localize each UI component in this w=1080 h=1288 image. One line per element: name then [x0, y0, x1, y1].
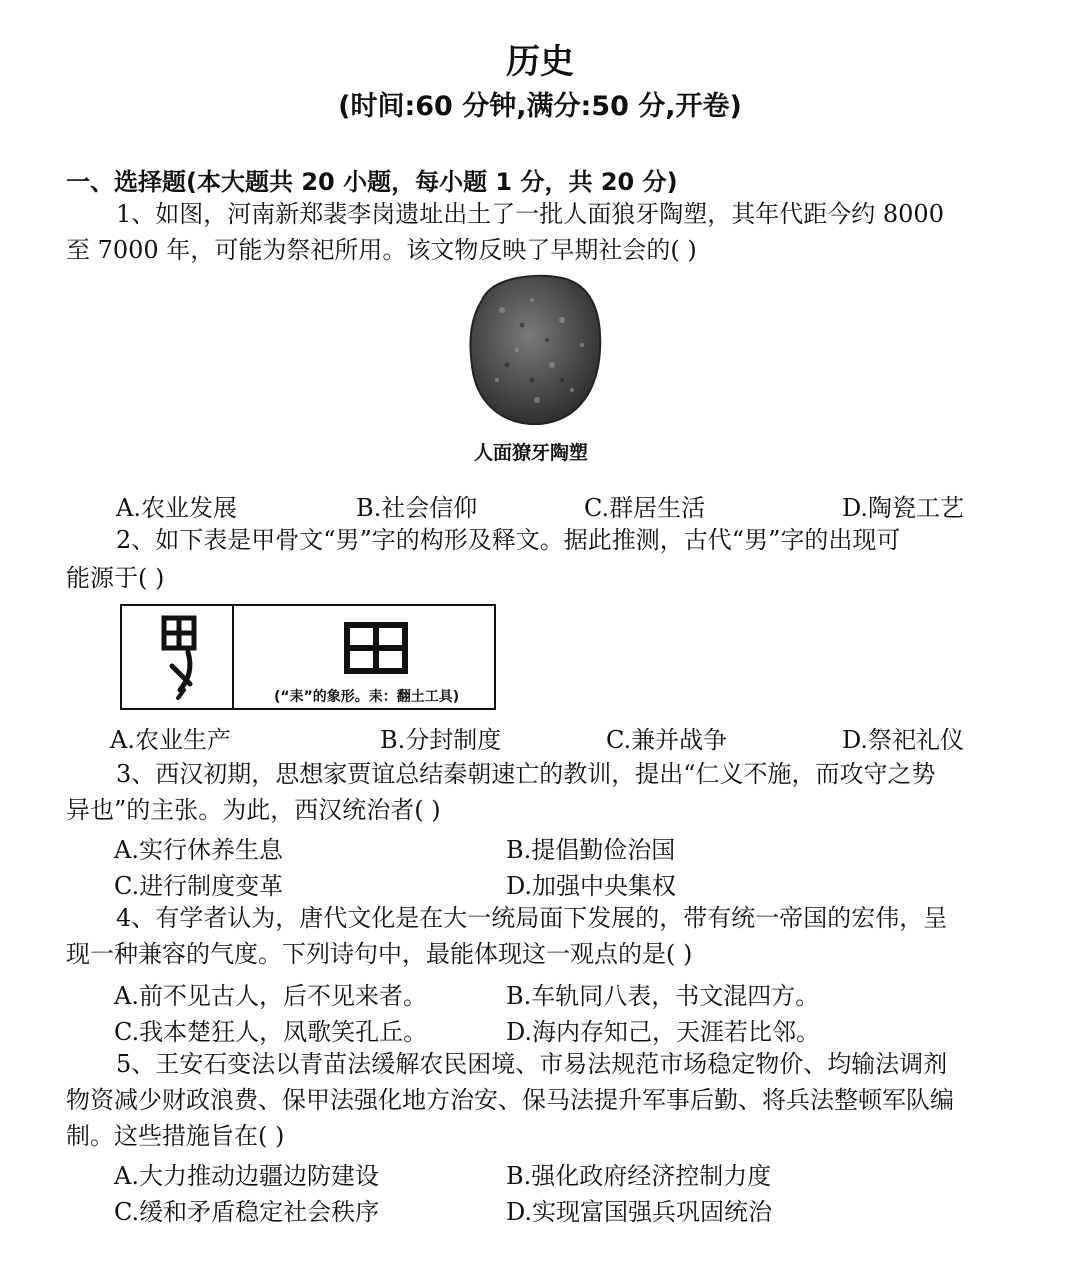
question-5-line-1: 5、王安石变法以青苗法缓解农民困境、市易法规范市场稳定物价、均输法调剂 — [116, 1050, 948, 1078]
q3-option-a: A.实行休养生息 — [114, 836, 283, 864]
q5-option-c: C.缓和矛盾稳定社会秩序 — [114, 1198, 380, 1226]
table-note: (“耒”的象形。耒：翻土工具) — [274, 689, 460, 705]
q1-option-a: A.农业发展 — [116, 494, 237, 522]
q1-option-c: C.群居生活 — [584, 494, 706, 522]
q1-option-d: D.陶瓷工艺 — [842, 494, 965, 522]
field-glyph — [342, 620, 412, 678]
question-3-line-1: 3、西汉初期，思想家贾谊总结秦朝速亡的教训，提出“仁义不施，而攻守之势 — [116, 760, 936, 788]
q3-option-b: B.提倡勤俭治国 — [506, 836, 676, 864]
q1-option-b: B.社会信仰 — [356, 494, 478, 522]
q4-option-b: B.车轨同八表，书文混四方。 — [506, 982, 820, 1010]
exam-info: (时间:60 分钟,满分:50 分,开卷) — [338, 91, 742, 122]
q5-option-a: A.大力推动边疆边防建设 — [114, 1162, 379, 1190]
figure-caption: 人面獠牙陶塑 — [474, 442, 589, 464]
q2-option-c: C.兼并战争 — [606, 726, 728, 754]
q2-option-a: A.农业生产 — [110, 726, 231, 754]
section-heading: 一、选择题(本大题共 20 小题，每小题 1 分，共 20 分) — [66, 168, 678, 196]
pottery-mask-image — [462, 270, 612, 430]
question-2-line-2: 能源于( ) — [66, 564, 165, 592]
q2-option-b: B.分封制度 — [380, 726, 502, 754]
question-5-line-2: 物资减少财政浪费、保甲法强化地方治安、保马法提升军事后勤、将兵法整顿军队编 — [66, 1086, 954, 1114]
page-title: 历史 — [506, 42, 574, 82]
question-3-line-2: 异也”的主张。为此，西汉统治者( ) — [66, 796, 441, 824]
oracle-bone-table — [120, 604, 496, 710]
q4-option-d: D.海内存知己，天涯若比邻。 — [506, 1018, 821, 1046]
question-4-line-1: 4、有学者认为，唐代文化是在大一统局面下发展的，带有统一帝国的宏伟，呈 — [116, 904, 948, 932]
q4-option-c: C.我本楚狂人，凤歌笑孔丘。 — [114, 1018, 428, 1046]
question-5-line-3: 制。这些措施旨在( ) — [66, 1122, 285, 1150]
question-2-line-1: 2、如下表是甲骨文“男”字的构形及释文。据此推测，古代“男”字的出现可 — [116, 526, 901, 554]
question-1-line-2: 至 7000 年，可能为祭祀所用。该文物反映了早期社会的( ) — [66, 236, 697, 264]
table-divider — [232, 606, 234, 708]
q2-option-d: D.祭祀礼仪 — [842, 726, 965, 754]
q3-option-d: D.加强中央集权 — [506, 872, 677, 900]
oracle-nan-glyph — [158, 614, 206, 702]
q5-option-d: D.实现富国强兵巩固统治 — [506, 1198, 773, 1226]
q4-option-a: A.前不见古人，后不见来者。 — [114, 982, 427, 1010]
q5-option-b: B.强化政府经济控制力度 — [506, 1162, 772, 1190]
q3-option-c: C.进行制度变革 — [114, 872, 284, 900]
question-1-line-1: 1、如图，河南新郑裴李岗遗址出土了一批人面狼牙陶塑，其年代距今约 8000 — [116, 200, 944, 228]
question-4-line-2: 现一种兼容的气度。下列诗句中，最能体现这一观点的是( ) — [66, 940, 693, 968]
